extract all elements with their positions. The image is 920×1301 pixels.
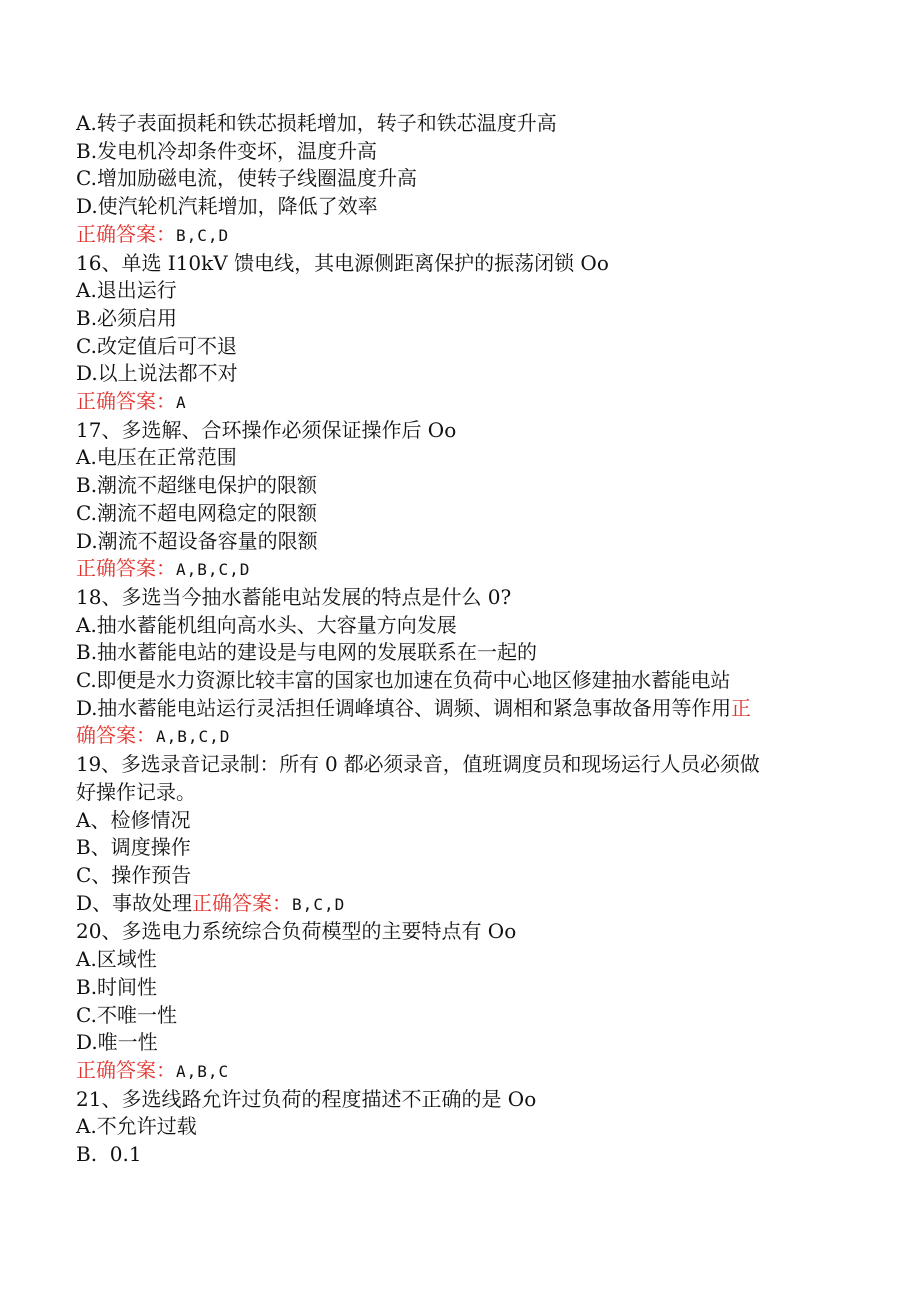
option-b: B.必须启用	[76, 305, 178, 330]
question-20-block	[76, 918, 816, 1085]
option-b: B.时间性	[76, 974, 158, 999]
answer-label: 正确答案：	[76, 389, 176, 414]
option-d-line	[76, 695, 816, 723]
question-19-block	[76, 751, 816, 918]
option-a: A、检修情况	[76, 807, 191, 832]
option-c: C.潮流不超电网稳定的限额	[76, 500, 317, 525]
answer-label: 正确答案：	[192, 890, 293, 915]
option-d: D.抽水蓄能电站运行灵活担任调峰填谷、调频、调相和紧急事故备用等作用	[76, 695, 731, 720]
answer-line	[76, 555, 816, 584]
question-title: 20、多选电力系统综合负荷模型的主要特点有 Oo	[76, 919, 517, 944]
question-title: 16、单选 I10kV 馈电线，其电源侧距离保护的振荡闭锁 Oo	[76, 250, 609, 275]
question-title-line-2: 好操作记录。	[76, 779, 196, 804]
answer-value: A,B,C,D	[176, 560, 251, 580]
answer-line	[76, 1057, 816, 1086]
question-16-block	[76, 250, 816, 417]
answer-line	[76, 221, 816, 250]
question-title: 17、多选解、合环操作必须保证操作后 Oo	[76, 417, 457, 442]
answer-value: B,C,D	[176, 225, 230, 245]
option-c: C.即便是水力资源比较丰富的国家也加速在负荷中心地区修建抽水蓄能电站	[76, 668, 731, 693]
option-c: C.增加励磁电流，使转子线圈温度升高	[76, 166, 417, 191]
option-c: C、操作预告	[76, 862, 192, 887]
option-d: D、事故处理	[76, 890, 193, 915]
answer-value: B,C,D	[292, 894, 346, 914]
option-a: A.不允许过载	[76, 1114, 197, 1139]
question-18-block	[76, 584, 816, 751]
option-d: D.潮流不超设备容量的限额	[76, 528, 318, 553]
answer-value: A,B,C,D	[156, 727, 231, 747]
option-b: B.发电机冷却条件变坏，温度升高	[76, 138, 378, 163]
answer-label-start: 正	[730, 695, 751, 720]
option-d: D.以上说法都不对	[76, 361, 238, 386]
question-17-block	[76, 417, 816, 584]
option-d: D.使汽轮机汽耗增加，降低了效率	[76, 194, 378, 219]
question-title: 21、多选线路允许过负荷的程度描述不正确的是 Oo	[76, 1086, 537, 1111]
answer-value: A	[176, 393, 187, 413]
question-15-block	[76, 110, 816, 250]
option-b: B.潮流不超继电保护的限额	[76, 473, 318, 498]
answer-label: 正确答案：	[76, 556, 176, 581]
option-c: C.不唯一性	[76, 1002, 177, 1027]
question-title: 18、多选当今抽水蓄能电站发展的特点是什么 0?	[76, 584, 512, 609]
answer-label: 正确答案：	[76, 1057, 176, 1082]
answer-label-end: 确答案：	[76, 723, 156, 748]
question-21-block	[76, 1086, 816, 1169]
option-c: C.改定值后可不退	[76, 333, 237, 358]
option-a: A.转子表面损耗和铁芯损耗增加，转子和铁芯温度升高	[76, 111, 557, 135]
option-d: D.唯一性	[76, 1030, 158, 1055]
option-b: B. 0.1	[76, 1142, 142, 1167]
answer-value: A,B,C	[176, 1061, 230, 1081]
option-a: A.电压在正常范围	[76, 445, 237, 470]
option-a: A.退出运行	[76, 278, 177, 303]
question-list	[76, 110, 816, 1169]
option-a: A.抽水蓄能机组向高水头、大容量方向发展	[76, 612, 457, 637]
answer-line	[76, 388, 816, 417]
option-d-answer-line	[76, 890, 816, 919]
answer-label: 正确答案：	[76, 221, 176, 246]
option-b: B、调度操作	[76, 835, 191, 860]
option-a: A.区域性	[76, 947, 157, 972]
question-title-line-1: 19、多选录音记录制：所有 0 都必须录音，值班调度员和现场运行人员必须做	[76, 752, 760, 777]
option-b: B.抽水蓄能电站的建设是与电网的发展联系在一起的	[76, 640, 538, 665]
answer-line	[76, 722, 816, 751]
